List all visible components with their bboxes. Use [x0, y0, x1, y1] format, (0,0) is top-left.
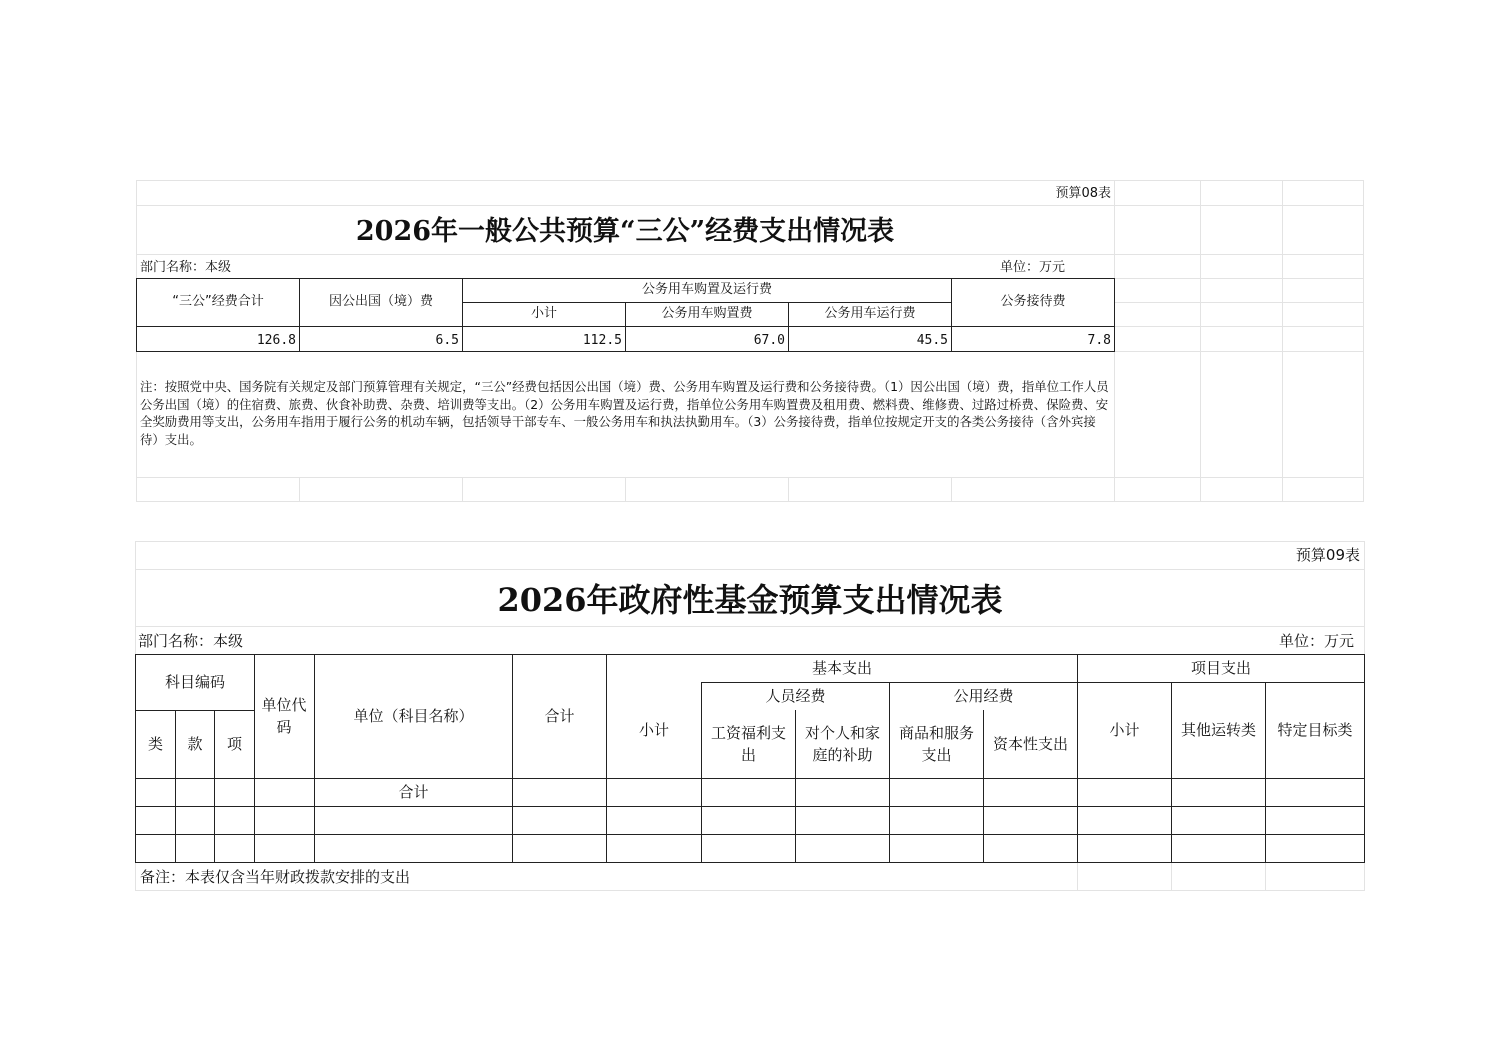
unit-label: 单位：万元 [1278, 632, 1354, 650]
grid-line [136, 501, 1364, 502]
total-row-label: 合计 [398, 782, 429, 801]
header-reception: 公务接待费 [1000, 294, 1066, 310]
grid-line [136, 180, 1364, 181]
header-capital: 资本性支出 [992, 734, 1068, 753]
table-border [254, 654, 255, 863]
header-total: “三公”经费合计 [172, 294, 264, 310]
grid-line [136, 477, 1364, 478]
grid-line [1363, 180, 1364, 502]
grid-line [1077, 862, 1078, 891]
header-subject-code: 科目编码 [164, 672, 225, 691]
header-lei: 类 [147, 734, 163, 753]
header-project: 项目支出 [1190, 658, 1251, 677]
grid-line [135, 890, 1365, 891]
unit-label: 单位：万元 [1000, 260, 1066, 275]
header-total: 合计 [544, 706, 575, 725]
value-operation: 45.5 [916, 333, 948, 348]
grid-line [1114, 326, 1364, 327]
header-kuan: 款 [187, 734, 203, 753]
grid-line [1114, 302, 1364, 303]
header-specific: 特定目标类 [1277, 720, 1353, 739]
header-purchase: 公务用车购置费 [661, 306, 753, 322]
header-unit-code: 单位代码 [261, 695, 307, 736]
department-label: 部门名称：本级 [140, 260, 232, 275]
grid-line [136, 205, 1364, 206]
value-purchase: 67.0 [753, 333, 785, 348]
grid-line [135, 569, 1365, 570]
header-other-transfer: 其他运转类 [1180, 720, 1256, 739]
value-reception: 7.8 [1087, 333, 1111, 348]
header-individual: 对个人和家庭的补助 [804, 723, 880, 764]
table-border [795, 710, 796, 863]
grid-line [1364, 862, 1365, 891]
header-unit-name: 单位（科目名称） [353, 706, 474, 725]
header-basic-subtotal: 小计 [638, 720, 669, 739]
table-tag: 预算08表 [1055, 186, 1111, 201]
grid-line [1171, 862, 1172, 891]
header-abroad: 因公出国（境）费 [328, 294, 433, 310]
header-subtotal: 小计 [530, 306, 557, 322]
header-salary: 工资福利支出 [710, 723, 786, 764]
grid-line [135, 862, 136, 891]
header-project-subtotal: 小计 [1109, 720, 1140, 739]
header-xiang: 项 [226, 734, 242, 753]
value-total: 126.8 [256, 333, 296, 348]
value-subtotal: 112.5 [582, 333, 622, 348]
grid-line [462, 477, 463, 502]
grid-line [951, 477, 952, 502]
grid-line [299, 477, 300, 502]
grid-line [136, 254, 1364, 255]
header-goods: 商品和服务支出 [898, 723, 974, 764]
table-title: 2026年政府性基金预算支出情况表 [497, 580, 1003, 619]
table-note: 注：按照党中央、国务院有关规定及部门预算管理有关规定，“三公”经费包括因公出国（境）费、公务用车购置及运行费和公务接待费。（1）因公出国（境）费，指单位工作人员公务出国（境）的住宿费、旅费、伙食补助费、杂费、培训费等支出。（2）公务用车购置及运行费，指单位公务用车购置费及租用费、燃料费、维修费、过路过桥费、保险费、安全奖励费用等支出，公务用车指用于履行公务的机动车辆，包括领导干部专车、一般公务用车和执法执勤用车。（3）公务接待费，指单位按规定开支的各类公务接待（含外宾接待）支出。 [140, 379, 1109, 447]
table-border [135, 862, 1365, 863]
grid-line [1200, 180, 1201, 502]
grid-line [135, 626, 1365, 627]
header-personnel: 人员经费 [765, 686, 826, 705]
grid-line [1265, 862, 1266, 891]
table-border [1364, 654, 1365, 863]
grid-line [625, 477, 626, 502]
header-public: 公用经费 [953, 686, 1014, 705]
table-tag: 预算09表 [1295, 546, 1360, 564]
table-remark: 备注：本表仅含当年财政拨款安排的支出 [140, 868, 411, 886]
table-title: 2026年一般公共预算“三公”经费支出情况表 [355, 216, 895, 248]
header-operation: 公务用车运行费 [824, 306, 916, 322]
header-vehicle-group: 公务用车购置及运行费 [641, 282, 772, 298]
table-border [1114, 278, 1115, 352]
value-abroad: 6.5 [435, 333, 459, 348]
header-basic: 基本支出 [811, 658, 872, 677]
grid-line [788, 477, 789, 502]
grid-line [135, 541, 1365, 542]
department-label: 部门名称：本级 [138, 632, 244, 650]
table-border [135, 834, 1365, 835]
grid-line [1114, 278, 1364, 279]
grid-line [1114, 351, 1364, 352]
grid-line [1282, 180, 1283, 502]
table-border [135, 806, 1365, 807]
